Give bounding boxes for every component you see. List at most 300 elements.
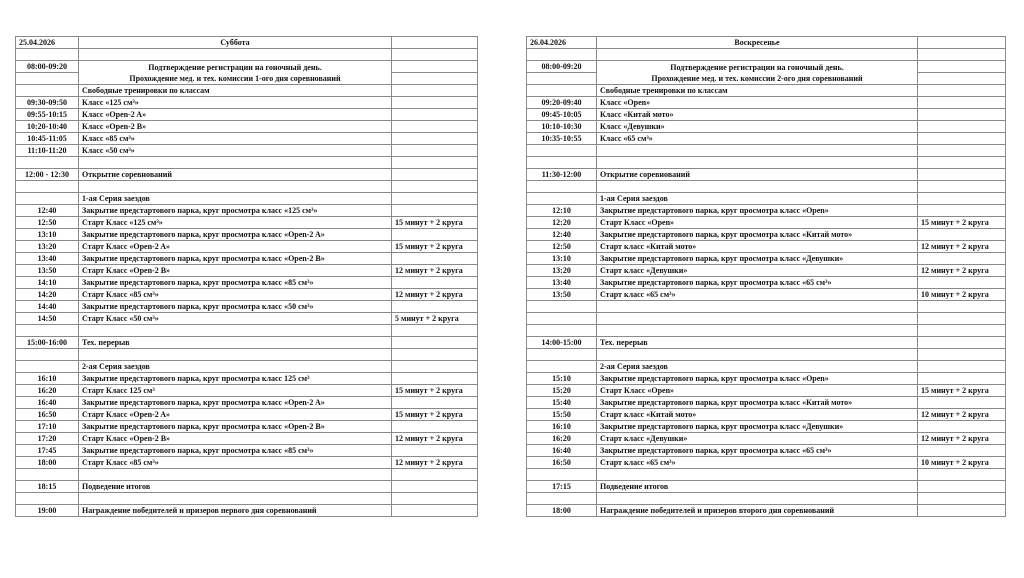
registration-row xyxy=(16,61,478,73)
duration-cell: 15 минут + 2 круга xyxy=(392,217,478,229)
series-1-row xyxy=(527,217,1006,229)
event-label: Старт класс «Девушки» xyxy=(597,265,918,277)
empty-cell xyxy=(79,493,392,505)
duration-cell: 12 минут + 2 круга xyxy=(392,289,478,301)
time-cell: 12:00 - 12:30 xyxy=(16,169,79,181)
empty-cell xyxy=(527,301,597,313)
series-2-title-row xyxy=(16,361,478,373)
event-label: Закрытие предстартового парка, круг просмотра класс «Open» xyxy=(597,373,918,385)
empty-cell xyxy=(527,181,597,193)
empty-cell xyxy=(392,325,478,337)
duration-cell xyxy=(918,253,1006,265)
time-cell: 19:00 xyxy=(16,505,79,517)
blank-row xyxy=(527,181,1006,193)
series-2-row xyxy=(527,373,1006,385)
sunday-schedule-table xyxy=(526,36,1006,517)
duration-cell: 12 минут + 2 круга xyxy=(392,433,478,445)
duration-cell xyxy=(918,229,1006,241)
empty-cell xyxy=(392,121,478,133)
duration-cell: 15 минут + 2 круга xyxy=(918,385,1006,397)
duration-cell xyxy=(918,373,1006,385)
empty-cell xyxy=(597,493,918,505)
event-label: Закрытие предстартового парка, круг просмотра класс «Китай мото» xyxy=(597,229,918,241)
empty-cell xyxy=(918,157,1006,169)
duration-cell xyxy=(392,445,478,457)
duration-cell: 12 минут + 2 круга xyxy=(392,457,478,469)
duration-cell: 12 минут + 2 круга xyxy=(918,409,1006,421)
series-2-row xyxy=(16,457,478,469)
empty-cell xyxy=(392,361,478,373)
empty-cell xyxy=(527,469,597,481)
event-label: Закрытие предстартового парка, круг просмотра класс «125 см³» xyxy=(79,205,392,217)
series-1-row xyxy=(527,289,1006,301)
empty-cell xyxy=(527,325,597,337)
empty-cell xyxy=(918,493,1006,505)
event-label: Старт Класс «Open-2 A» xyxy=(79,409,392,421)
empty-cell xyxy=(527,145,597,157)
empty-cell xyxy=(918,505,1006,517)
time-cell: 12:10 xyxy=(527,205,597,217)
event-label: Закрытие предстартового парка, круг просмотра класс «Девушки» xyxy=(597,253,918,265)
duration-cell: 12 минут + 2 круга xyxy=(918,433,1006,445)
time-cell: 14:40 xyxy=(16,301,79,313)
empty-cell xyxy=(16,181,79,193)
time-cell: 16:50 xyxy=(527,457,597,469)
empty-cell xyxy=(392,181,478,193)
event-label: Закрытие предстартового парка, круг просмотра класс «85 см³» xyxy=(79,445,392,457)
registration-line-2: Прохождение мед. и тех. комиссии 1-ого дня соревнований xyxy=(129,73,341,83)
empty-cell xyxy=(597,49,918,61)
empty-cell xyxy=(392,37,478,49)
duration-cell xyxy=(392,253,478,265)
empty-cell xyxy=(918,469,1006,481)
empty-cell xyxy=(918,301,1006,313)
time-cell: 15:00-16:00 xyxy=(16,337,79,349)
empty-cell xyxy=(918,133,1006,145)
registration-row xyxy=(527,61,1006,73)
empty-cell xyxy=(16,49,79,61)
results-row xyxy=(527,481,1006,493)
free-practice-title: Свободные тренировки по классам xyxy=(597,85,918,97)
event-label: Старт класс «65 см³» xyxy=(597,457,918,469)
empty-cell xyxy=(79,49,392,61)
event-label: Закрытие предстартового парка, круг просмотра класс «Open» xyxy=(597,205,918,217)
practice-row xyxy=(16,109,478,121)
blank-row xyxy=(16,49,478,61)
time-cell: 16:40 xyxy=(527,445,597,457)
time-cell: 10:10-10:30 xyxy=(527,121,597,133)
event-label: Класс «Девушки» xyxy=(597,121,918,133)
empty-cell xyxy=(597,301,918,313)
empty-cell xyxy=(527,73,597,85)
empty-cell xyxy=(392,109,478,121)
duration-cell xyxy=(392,373,478,385)
event-label: Закрытие предстартового парка, круг просмотра класс «Китай мото» xyxy=(597,397,918,409)
results-row xyxy=(16,481,478,493)
empty-cell xyxy=(918,85,1006,97)
empty-cell xyxy=(392,145,478,157)
empty-cell xyxy=(918,337,1006,349)
time-cell: 13:50 xyxy=(16,265,79,277)
registration-line-2: Прохождение мед. и тех. комиссии 2-ого дня соревнований xyxy=(651,73,863,83)
series-2-row xyxy=(527,397,1006,409)
empty-cell xyxy=(392,193,478,205)
time-cell: 17:45 xyxy=(16,445,79,457)
empty-cell xyxy=(597,349,918,361)
empty-cell xyxy=(918,349,1006,361)
time-cell: 13:40 xyxy=(527,277,597,289)
series-2-row xyxy=(16,373,478,385)
time-cell: 15:40 xyxy=(527,397,597,409)
series-1-row xyxy=(16,253,478,265)
time-cell: 16:10 xyxy=(16,373,79,385)
event-label: Старт класс «Китай мото» xyxy=(597,241,918,253)
opening-row xyxy=(527,169,1006,181)
time-cell: 14:00-15:00 xyxy=(527,337,597,349)
empty-cell xyxy=(79,469,392,481)
empty-cell xyxy=(527,361,597,373)
event-label: Старт Класс «125 см³» xyxy=(79,217,392,229)
empty-cell xyxy=(918,361,1006,373)
time-cell: 16:20 xyxy=(527,433,597,445)
time-cell: 17:10 xyxy=(16,421,79,433)
time-cell: 10:20-10:40 xyxy=(16,121,79,133)
series-2-row xyxy=(527,409,1006,421)
event-label: Старт Класс «Open» xyxy=(597,217,918,229)
time-cell: 09:45-10:05 xyxy=(527,109,597,121)
series-1-row xyxy=(16,241,478,253)
empty-cell xyxy=(392,73,478,85)
empty-cell xyxy=(392,337,478,349)
duration-cell xyxy=(392,421,478,433)
duration-cell xyxy=(918,421,1006,433)
opening-row xyxy=(16,169,478,181)
blank-row xyxy=(527,157,1006,169)
awards-row xyxy=(527,505,1006,517)
series-1-row xyxy=(527,241,1006,253)
empty-cell xyxy=(918,61,1006,73)
registration-line-1: Подтверждение регистрации на гоночный день. xyxy=(148,62,322,72)
empty-cell xyxy=(597,181,918,193)
blank-row xyxy=(527,469,1006,481)
practice-row xyxy=(527,97,1006,109)
time-cell: 11:30-12:00 xyxy=(527,169,597,181)
event-label: Подведение итогов xyxy=(597,481,918,493)
series-title: 1-ая Серия заездов xyxy=(79,193,392,205)
empty-cell xyxy=(918,121,1006,133)
registration-line-1: Подтверждение регистрации на гоночный день. xyxy=(670,62,844,72)
event-label: Закрытие предстартового парка, круг просмотра класс 125 см³ xyxy=(79,373,392,385)
event-label: Награждение победителей и призеров первого дня соревнований xyxy=(79,505,392,517)
event-label: Тех. перерыв xyxy=(597,337,918,349)
empty-cell xyxy=(392,481,478,493)
event-label: Подведение итогов xyxy=(79,481,392,493)
series-1-row xyxy=(16,265,478,277)
duration-cell: 15 минут + 2 круга xyxy=(392,241,478,253)
empty-cell xyxy=(79,349,392,361)
series-1-title-row xyxy=(16,193,478,205)
series-title: 2-ая Серия заездов xyxy=(79,361,392,373)
series-2-row xyxy=(527,385,1006,397)
empty-cell xyxy=(16,193,79,205)
free-practice-title-row xyxy=(527,85,1006,97)
empty-cell xyxy=(16,361,79,373)
duration-cell xyxy=(392,301,478,313)
series-1-row xyxy=(16,289,478,301)
registration-text xyxy=(79,61,392,85)
event-label: Старт Класс «85 см³» xyxy=(79,289,392,301)
duration-cell: 15 минут + 2 круга xyxy=(392,385,478,397)
series-2-row xyxy=(527,433,1006,445)
empty-cell xyxy=(527,49,597,61)
header-row xyxy=(16,37,478,49)
weekday-header: Воскресенье xyxy=(597,37,918,49)
series-1-row xyxy=(16,277,478,289)
empty-cell xyxy=(918,481,1006,493)
empty-cell xyxy=(392,505,478,517)
series-1-row xyxy=(527,277,1006,289)
blank-row xyxy=(527,145,1006,157)
time-cell: 10:45-11:05 xyxy=(16,133,79,145)
event-label: Класс «50 см³» xyxy=(79,145,392,157)
time-cell: 13:10 xyxy=(16,229,79,241)
event-label: Открытие соревнований xyxy=(79,169,392,181)
practice-row xyxy=(16,133,478,145)
event-label: Закрытие предстартового парка, круг просмотра класс «50 см³» xyxy=(79,301,392,313)
series-2-row xyxy=(527,445,1006,457)
time-cell: 16:10 xyxy=(527,421,597,433)
empty-cell xyxy=(918,97,1006,109)
blank-row xyxy=(527,301,1006,313)
empty-cell xyxy=(527,157,597,169)
event-label: Закрытие предстартового парка, круг просмотра класс «Open-2 A» xyxy=(79,229,392,241)
practice-row xyxy=(16,97,478,109)
empty-cell xyxy=(597,313,918,325)
time-cell: 14:10 xyxy=(16,277,79,289)
time-cell: 09:30-09:50 xyxy=(16,97,79,109)
duration-cell: 12 минут + 2 круга xyxy=(392,265,478,277)
event-label: Закрытие предстартового парка, круг просмотра класс «Open-2 A» xyxy=(79,397,392,409)
time-cell: 12:50 xyxy=(527,241,597,253)
series-2-row xyxy=(16,445,478,457)
empty-cell xyxy=(527,493,597,505)
break-row xyxy=(16,337,478,349)
break-row xyxy=(527,337,1006,349)
event-label: Закрытие предстартового парка, круг просмотра класс «Open-2 B» xyxy=(79,253,392,265)
empty-cell xyxy=(918,181,1006,193)
time-cell: 12:50 xyxy=(16,217,79,229)
weekday-header: Суббота xyxy=(79,37,392,49)
date-header: 25.04.2026 xyxy=(16,37,79,49)
empty-cell xyxy=(918,73,1006,85)
blank-row xyxy=(527,313,1006,325)
event-label: Закрытие предстартового парка, круг просмотра класс «65 см³» xyxy=(597,277,918,289)
series-2-row xyxy=(527,421,1006,433)
duration-cell xyxy=(392,277,478,289)
blank-row xyxy=(527,349,1006,361)
event-label: Закрытие предстартового парка, круг просмотра класс «65 см³» xyxy=(597,445,918,457)
empty-cell xyxy=(918,193,1006,205)
event-label: Класс «85 см³» xyxy=(79,133,392,145)
empty-cell xyxy=(527,313,597,325)
empty-cell xyxy=(16,469,79,481)
time-cell: 16:50 xyxy=(16,409,79,421)
awards-row xyxy=(16,505,478,517)
time-cell: 08:00-09:20 xyxy=(16,61,79,73)
series-1-row xyxy=(16,217,478,229)
duration-cell: 5 минут + 2 круга xyxy=(392,313,478,325)
empty-cell xyxy=(392,469,478,481)
time-cell: 18:00 xyxy=(527,505,597,517)
practice-row xyxy=(527,121,1006,133)
duration-cell: 15 минут + 2 круга xyxy=(392,409,478,421)
event-label: Старт Класс «Open» xyxy=(597,385,918,397)
time-cell: 13:20 xyxy=(527,265,597,277)
empty-cell xyxy=(392,97,478,109)
event-label: Старт Класс 125 см³ xyxy=(79,385,392,397)
event-label: Старт Класс «Open-2 B» xyxy=(79,433,392,445)
event-label: Тех. перерыв xyxy=(79,337,392,349)
duration-cell: 10 минут + 2 круга xyxy=(918,289,1006,301)
series-1-row xyxy=(16,301,478,313)
header-row xyxy=(527,37,1006,49)
series-2-row xyxy=(16,409,478,421)
practice-row xyxy=(16,121,478,133)
event-label: Класс «125 см³» xyxy=(79,97,392,109)
empty-cell xyxy=(527,193,597,205)
duration-cell xyxy=(392,229,478,241)
series-2-row xyxy=(527,457,1006,469)
event-label: Старт класс «65 см³» xyxy=(597,289,918,301)
date-header: 26.04.2026 xyxy=(527,37,597,49)
empty-cell xyxy=(16,325,79,337)
duration-cell xyxy=(392,205,478,217)
time-cell: 16:20 xyxy=(16,385,79,397)
time-cell: 15:10 xyxy=(527,373,597,385)
series-2-row xyxy=(16,433,478,445)
empty-cell xyxy=(392,49,478,61)
time-cell: 15:20 xyxy=(527,385,597,397)
empty-cell xyxy=(597,145,918,157)
empty-cell xyxy=(597,325,918,337)
practice-row xyxy=(16,145,478,157)
time-cell: 12:20 xyxy=(527,217,597,229)
empty-cell xyxy=(392,85,478,97)
empty-cell xyxy=(527,85,597,97)
duration-cell xyxy=(918,445,1006,457)
event-label: Старт Класс «85 см³» xyxy=(79,457,392,469)
empty-cell xyxy=(79,181,392,193)
empty-cell xyxy=(918,109,1006,121)
series-1-row xyxy=(527,265,1006,277)
empty-cell xyxy=(16,85,79,97)
empty-cell xyxy=(597,469,918,481)
empty-cell xyxy=(918,325,1006,337)
duration-cell xyxy=(918,397,1006,409)
blank-row xyxy=(16,325,478,337)
empty-cell xyxy=(392,61,478,73)
saturday-schedule-table xyxy=(15,36,478,517)
blank-row xyxy=(16,349,478,361)
blank-row xyxy=(527,493,1006,505)
empty-cell xyxy=(16,157,79,169)
event-label: Класс «Open» xyxy=(597,97,918,109)
free-practice-title: Свободные тренировки по классам xyxy=(79,85,392,97)
blank-row xyxy=(16,181,478,193)
empty-cell xyxy=(392,349,478,361)
empty-cell xyxy=(392,169,478,181)
empty-cell xyxy=(597,157,918,169)
empty-cell xyxy=(918,313,1006,325)
empty-cell xyxy=(16,493,79,505)
series-1-row xyxy=(16,229,478,241)
empty-cell xyxy=(392,493,478,505)
blank-row xyxy=(527,49,1006,61)
event-label: Класс «Open-2 B» xyxy=(79,121,392,133)
blank-row xyxy=(16,469,478,481)
time-cell: 18:15 xyxy=(16,481,79,493)
empty-cell xyxy=(16,73,79,85)
time-cell: 16:40 xyxy=(16,397,79,409)
series-2-row xyxy=(16,385,478,397)
time-cell: 08:00-09:20 xyxy=(527,61,597,73)
time-cell: 13:10 xyxy=(527,253,597,265)
duration-cell: 10 минут + 2 круга xyxy=(918,457,1006,469)
empty-cell xyxy=(16,349,79,361)
time-cell: 09:20-09:40 xyxy=(527,97,597,109)
event-label: Класс «Китай мото» xyxy=(597,109,918,121)
time-cell: 12:40 xyxy=(16,205,79,217)
time-cell: 10:35-10:55 xyxy=(527,133,597,145)
time-cell: 13:20 xyxy=(16,241,79,253)
event-label: Открытие соревнований xyxy=(597,169,918,181)
duration-cell xyxy=(918,205,1006,217)
blank-row xyxy=(16,493,478,505)
duration-cell xyxy=(918,277,1006,289)
time-cell: 17:20 xyxy=(16,433,79,445)
time-cell: 13:40 xyxy=(16,253,79,265)
duration-cell: 12 минут + 2 круга xyxy=(918,241,1006,253)
time-cell: 11:10-11:20 xyxy=(16,145,79,157)
duration-cell xyxy=(392,397,478,409)
event-label: Закрытие предстартового парка, круг просмотра класс «Open-2 B» xyxy=(79,421,392,433)
event-label: Закрытие предстартового парка, круг просмотра класс «Девушки» xyxy=(597,421,918,433)
free-practice-title-row xyxy=(16,85,478,97)
time-cell: 12:40 xyxy=(527,229,597,241)
empty-cell xyxy=(392,133,478,145)
series-2-row xyxy=(16,397,478,409)
time-cell: 14:50 xyxy=(16,313,79,325)
event-label: Старт класс «Девушки» xyxy=(597,433,918,445)
duration-cell: 12 минут + 2 круга xyxy=(918,265,1006,277)
time-cell: 13:50 xyxy=(527,289,597,301)
series-1-title-row xyxy=(527,193,1006,205)
event-label: Старт Класс «Open-2 B» xyxy=(79,265,392,277)
series-1-row xyxy=(527,229,1006,241)
empty-cell xyxy=(918,49,1006,61)
time-cell: 14:20 xyxy=(16,289,79,301)
series-1-row xyxy=(527,253,1006,265)
time-cell: 17:15 xyxy=(527,481,597,493)
event-label: Награждение победителей и призеров второго дня соревнований xyxy=(597,505,918,517)
practice-row xyxy=(527,109,1006,121)
event-label: Класс «Open-2 A» xyxy=(79,109,392,121)
series-1-row xyxy=(16,313,478,325)
empty-cell xyxy=(79,157,392,169)
event-label: Старт Класс «50 см³» xyxy=(79,313,392,325)
event-label: Закрытие предстартового парка, круг просмотра класс «85 см³» xyxy=(79,277,392,289)
empty-cell xyxy=(918,169,1006,181)
